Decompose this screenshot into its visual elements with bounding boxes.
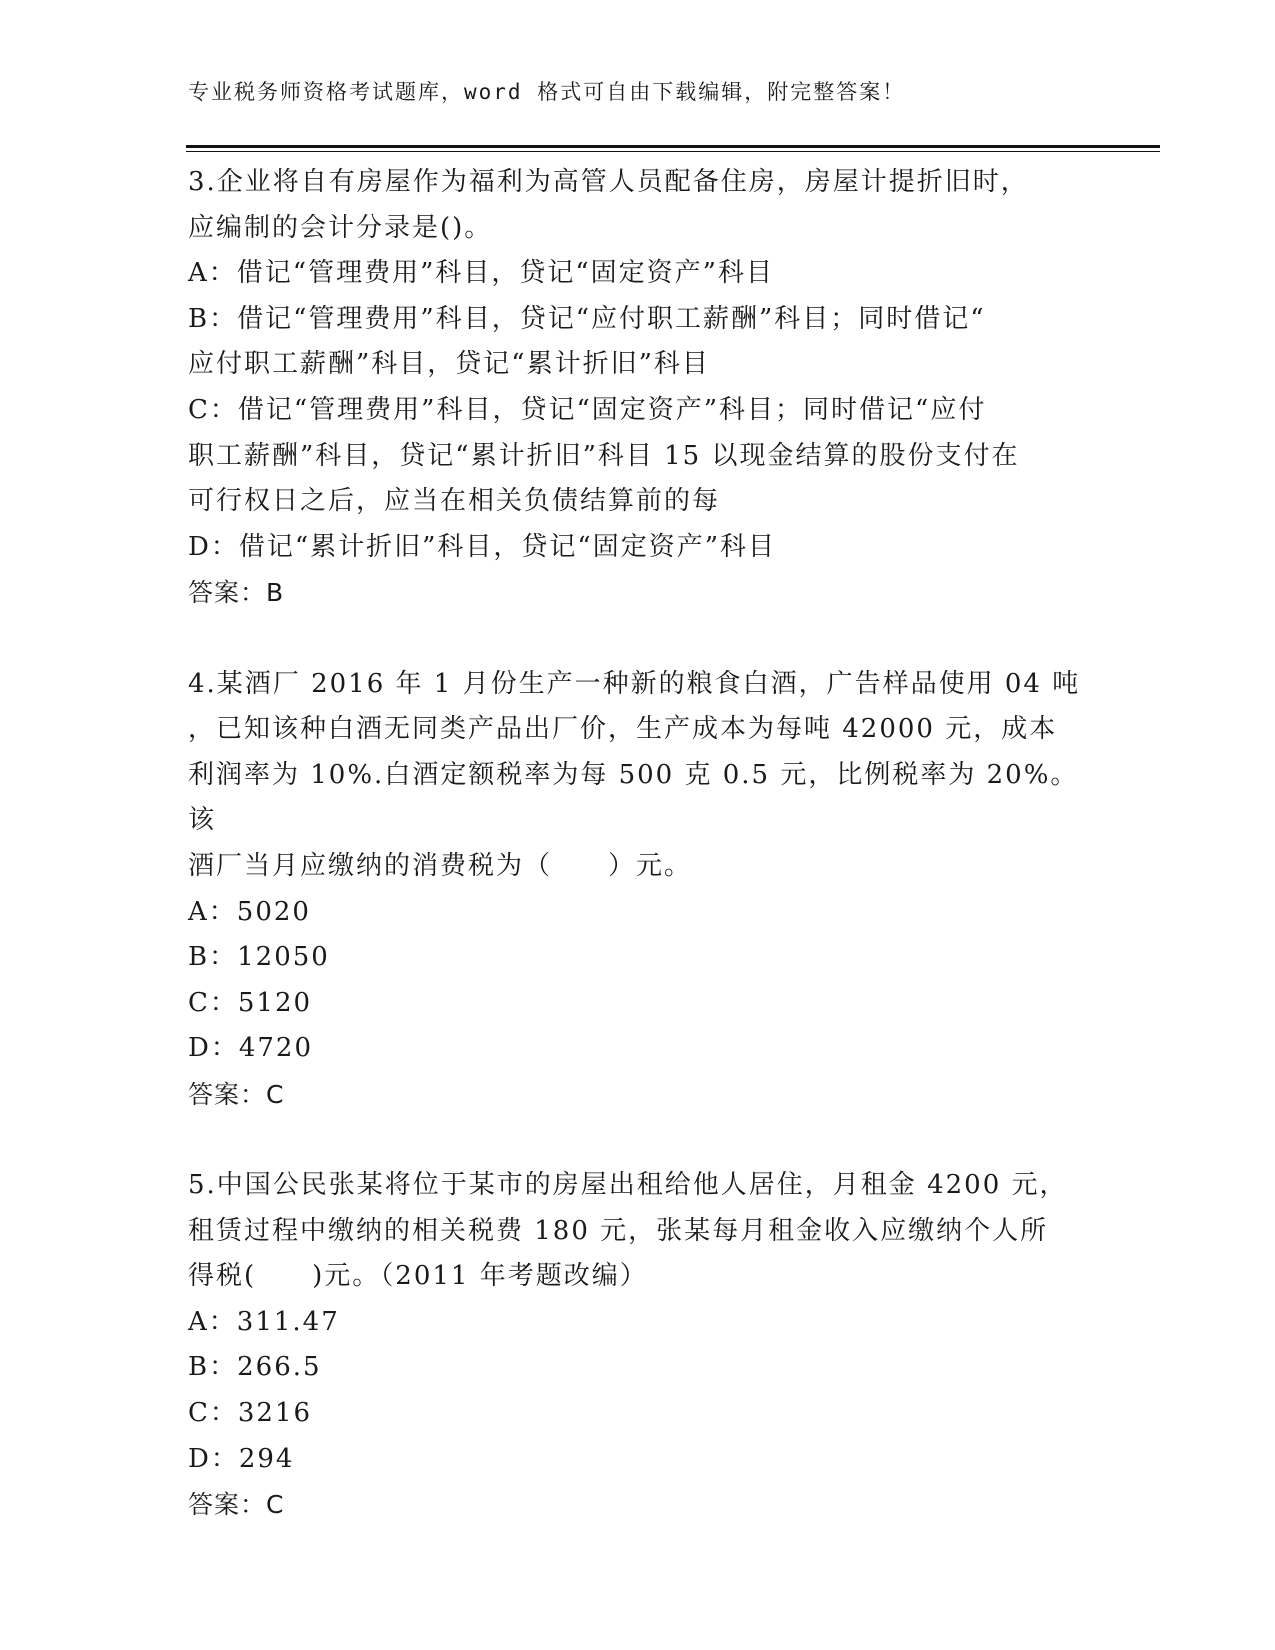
question-list [188, 160, 1088, 1528]
option-b-continued: 应付职工薪酬”科目，贷记“累计折旧”科目 [188, 349, 710, 380]
question-3 [188, 160, 1088, 616]
question-stem-line: ，已知该种白酒无同类产品出厂价，生产成本为每吨 42000 元，成本 [188, 714, 1058, 745]
question-stem-line: 4.某酒厂 2016 年 1 月份生产一种新的粮食白酒，广告样品使用 04 吨 [188, 668, 1081, 699]
option-d: D：4720 [188, 1033, 314, 1064]
option-a: A：5020 [188, 896, 311, 927]
option-c: C：借记“管理费用”科目，贷记“固定资产”科目；同时借记“应付 [188, 394, 987, 425]
question-stem-line: 租赁过程中缴纳的相关税费 180 元，张某每月租金收入应缴纳个人所 [188, 1215, 1049, 1246]
answer-label: 答案：C [188, 1079, 285, 1109]
option-c-continued: 职工薪酬”科目，贷记“累计折旧”科目 15 以现金结算的股份支付在 [188, 440, 1020, 471]
option-b: B：借记“管理费用”科目，贷记“应付职工薪酬”科目；同时借记“ [188, 303, 986, 334]
page-header: 专业税务师资格考试题库，word 格式可自由下载编辑，附完整答案！ [188, 80, 906, 104]
question-5 [188, 1163, 1088, 1528]
answer-label: 答案：C [188, 1490, 285, 1520]
question-gap [188, 1117, 1088, 1163]
option-b: B：12050 [188, 942, 330, 973]
question-gap [188, 616, 1088, 662]
question-stem-line: 3.企业将自有房屋作为福利为高管人员配备住房，房屋计提折旧时， [188, 167, 1029, 197]
question-stem-line: 得税( )元。（2011 年考题改编） [188, 1261, 648, 1292]
option-d: D：借记“累计折旧”科目，贷记“固定资产”科目 [188, 531, 777, 562]
answer-label: 答案：B [188, 578, 285, 608]
option-b: B：266.5 [188, 1352, 322, 1383]
question-stem-line: 利润率为 10%.白酒定额税率为每 500 克 0.5 元，比例税率为 20%。该 [188, 759, 1079, 836]
question-stem-line: 应编制的会计分录是()。 [188, 212, 493, 243]
option-a: A：311.47 [188, 1306, 340, 1337]
header-rule-thin [186, 151, 1160, 152]
option-c: C：5120 [188, 987, 313, 1018]
question-stem-line: 5.中国公民张某将位于某市的房屋出租给他人居住，月租金 4200 元， [188, 1170, 1068, 1201]
option-c: C：3216 [188, 1398, 313, 1429]
option-c-continued: 可行权日之后，应当在相关负债结算前的每 [188, 486, 721, 517]
question-4 [188, 662, 1088, 1118]
header-rule-thick [186, 145, 1160, 148]
option-a: A：借记“管理费用”科目，贷记“固定资产”科目 [188, 258, 774, 289]
question-stem-line: 酒厂当月应缴纳的消费税为（ ）元。 [188, 850, 693, 881]
option-d: D：294 [188, 1443, 295, 1474]
